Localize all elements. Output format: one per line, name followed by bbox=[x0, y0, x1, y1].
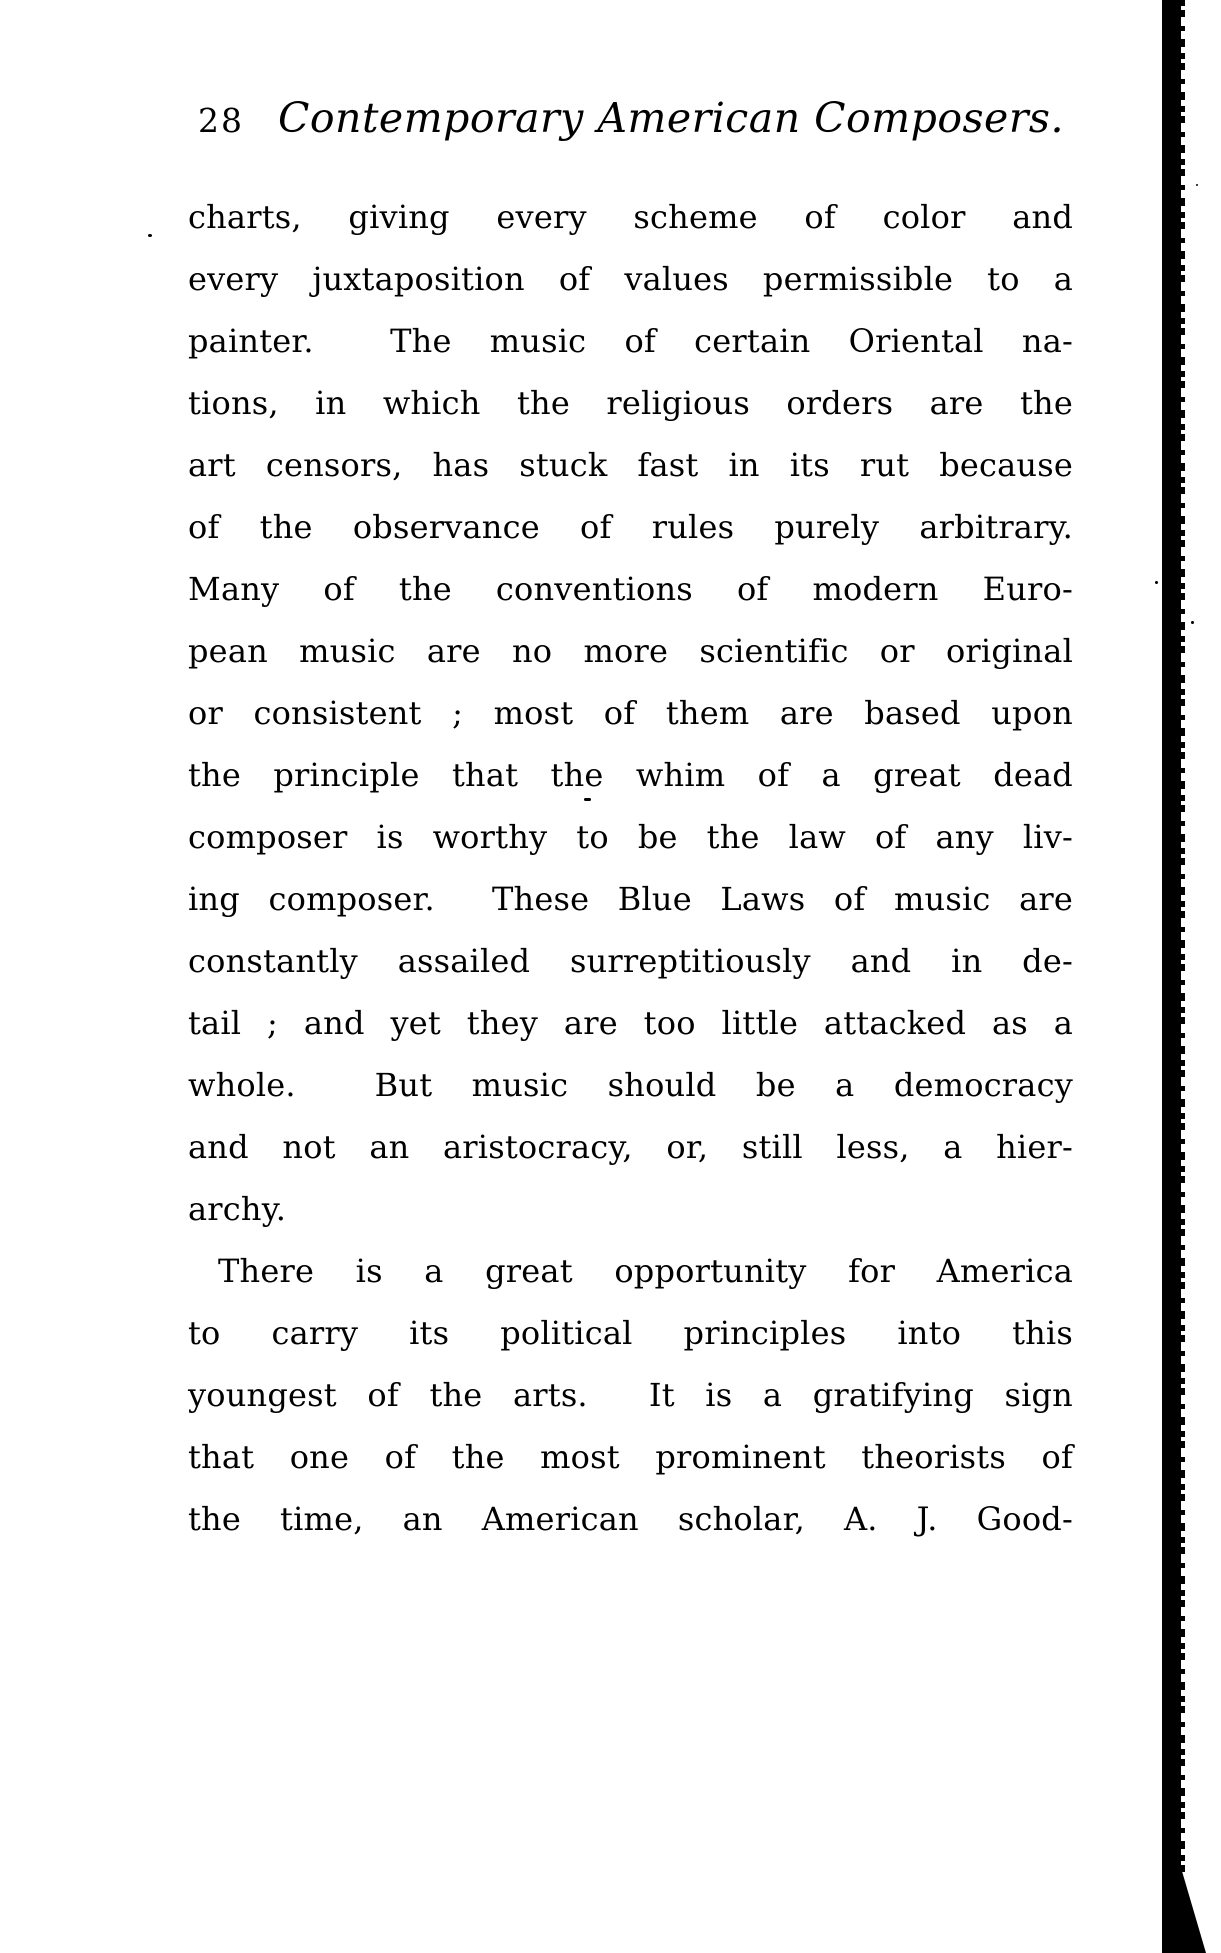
text-line: and not an aristocracy, or, still less, a hier- bbox=[188, 1128, 1073, 1166]
running-title: Contemporary American Composers. bbox=[278, 94, 1064, 142]
scan-speck bbox=[1196, 184, 1198, 186]
text-line: charts, giving every scheme of color and bbox=[188, 198, 1073, 236]
gutter-shadow-foot bbox=[1162, 1872, 1206, 1953]
text-line: Many of the conventions of modern Euro- bbox=[188, 570, 1073, 608]
text-line-paragraph-end: archy. bbox=[188, 1190, 287, 1228]
body-text bbox=[188, 186, 1073, 1550]
text-line: ing composer. These Blue Laws of music are bbox=[188, 880, 1073, 918]
page-number: 28 bbox=[198, 101, 244, 140]
text-line-paragraph-start: There is a great opportunity for America bbox=[218, 1252, 1073, 1290]
text-line: painter. The music of certain Oriental na- bbox=[188, 322, 1073, 360]
text-line: tail ; and yet they are too little attacked as a bbox=[188, 1004, 1073, 1042]
scan-speck bbox=[1191, 621, 1194, 624]
text-line: youngest of the arts. It is a gratifying sign bbox=[188, 1376, 1073, 1414]
text-line: tions, in which the religious orders are the bbox=[188, 384, 1073, 422]
text-line: the time, an American scholar, A. J. Good- bbox=[188, 1500, 1073, 1538]
scan-speck bbox=[584, 798, 591, 801]
scan-speck bbox=[148, 234, 152, 237]
page-header bbox=[198, 94, 1064, 142]
text-line: whole. But music should be a democracy bbox=[188, 1066, 1073, 1104]
text-line: the principle that the whim of a great dead bbox=[188, 756, 1073, 794]
text-line: composer is worthy to be the law of any liv- bbox=[188, 818, 1073, 856]
text-line: every juxtaposition of values permissible to a bbox=[188, 260, 1073, 298]
text-line: pean music are no more scientific or original bbox=[188, 632, 1073, 670]
text-line: constantly assailed surreptitiously and in de- bbox=[188, 942, 1073, 980]
gutter-shadow-fuzz-edge bbox=[1180, 0, 1185, 1953]
text-line: or consistent ; most of them are based upon bbox=[188, 694, 1073, 732]
text-line: that one of the most prominent theorists of bbox=[188, 1438, 1073, 1476]
text-line: art censors, has stuck fast in its rut because bbox=[188, 446, 1073, 484]
scan-speck bbox=[1155, 581, 1158, 584]
text-line: of the observance of rules purely arbitrary. bbox=[188, 508, 1073, 546]
book-gutter-shadow bbox=[1162, 0, 1181, 1953]
text-line: to carry its political principles into this bbox=[188, 1314, 1073, 1352]
